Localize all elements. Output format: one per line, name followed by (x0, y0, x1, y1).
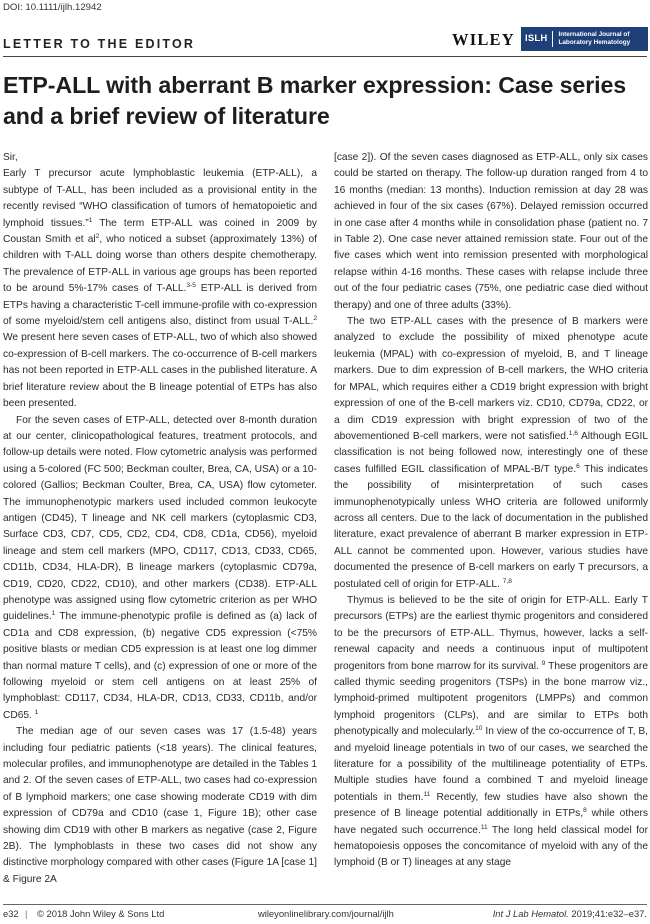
left-column (3, 150, 317, 888)
salutation: Sir, (3, 152, 18, 163)
body-paragraph: The median age of our seven cases was 17 (1.5-48) years including four pediatric patients (<18 years). The clinical features, molecular profiles, and immunophenotype are detailed in the Tables 1 and 2. Of the seven cases of ETP-ALL, two cases had co-expression of B lymphoid markers; one case showing moderate CD19 with dim expression of CD79a and CD10 (case 1, Figure 1B); other case showing dim CD19 with other B markers as negative (case 2, Figure 2B). The lymphoblasts in these two cases did not show any distinctive morphology compared with other cases (Figure 1A [case 1] & Figure 2A (3, 726, 317, 885)
body-paragraph: For the seven cases of ETP-ALL, detected over 8-month duration at our center, clinicopathological features, treatment protocols, and follow-up details were noted. Flow cytometric analysis was performed using a 5-colored (FC 500; Beckman coulter, Brea, CA, USA) or a 10-colored (Gallios; Beckman Coulter, Brea, CA, USA) flow cytometer. The immunophenotypic markers used included common leukocyte antigen (CD45), T lineage and NK cell markers (cytoplasmic CD3, Surface CD3, CD7, CD5, CD2, CD4, CD8, CD1a, CD56), myeloid lineage and stem cell markers (MPO, CD117, CD13, CD33, CD65, CD11b, CD34, HLA-DR), B lineage markers (cytoplasmic CD79a, CD19, CD20, CD22, CD10), and other markers (CD38). ETP-ALL phenotype was assigned using flow cytometric criterion as per WHO guidelines.$^1$ The immune-phenotypic profile is defined as (a) lack of CD1a and CD8 expression, (b) negative CD5 expression (<75% positive blasts or median CD5 expression is at least one log dimmer than normal mature T cells), and (c) expression of one or more of the following myeloid or stem cell antigens on at least 25% of lymphoblast: CD117, CD34, HLA-DR, CD13, CD33, CD11b, and/or CD65. $^1$ (3, 414, 317, 721)
section-rule (3, 56, 647, 57)
islh-logo-icon: ISLH (525, 31, 553, 47)
journal-logo[interactable] (521, 27, 648, 51)
body-paragraph: Early T precursor acute lymphoblastic leukemia (ETP-ALL), a subtype of T-ALL, has been included as a provisional entity in the recently revised “WHO classification of tumors of hematopoietic and lymphoid tissues.”$^1$ The term ETP-ALL was coined in 2009 by Coustan Smith et $al^2$, who noticed a subset (approximately 13%) of children with T-ALL doing worse than others despite chemotherapy. The prevalence of ETP-ALL in various age groups has been reported to be around 5%-17% cases of T-ALL.$^{3-5}$ ETP-ALL is derived from ETPs having a characteristic T-cell immune-profile with co-expression of some myeloid/stem cell antigens also, distinct from usual T-ALL.$^2$ We present here seven cases of ETP-ALL, two of which also showed co-expression of B-cell markers. The co-occurrence of B-cell markers has not been reported in ETP-ALL cases in the published literature. A brief literature review about the B lineage potential of ETPs has also been presented. (3, 168, 317, 410)
citation-volume: 2019;41:e32–e37. (571, 908, 647, 919)
page-number: e32 (3, 908, 19, 919)
doi-line[interactable]: DOI: 10.1111/ijlh.12942 (3, 2, 102, 13)
journal-abbrev: Int J Lab Hematol. (492, 908, 569, 919)
right-column (334, 150, 648, 872)
body-paragraph: Thymus is believed to be the site of origin for ETP-ALL. Early T precursors (ETPs) are the earliest thymic progenitors and considered to be the precursors of ETP-ALL. Thymus, however, lacks a self-renewal capacity and needs a continuous input of multipotent progenitors from bone marrow for its survival. $^9$ These progenitors are called thymic seeding progenitors (TSPs) in the bone marrow viz., lymphoid-primed multipotent progenitors (LMPPs) and common lymphoid progenitors (CLPs), and are similar to ETPs both phenotypically and molecularly.$^{10}$ In view of the co-occurrence of T, B, and myeloid lineage potentials in two of our cases, we searched the literature for a possibility of the multilineage potentiality of ETPs. Multiple studies have found a combined T and myeloid lineage potentials in them.$^{11}$ Recently, few studies have also shown the presence of B lineage potential additionally in ETPs,$^8$ while others have negated such occurrence.$^{11}$ The long held classical model for hematopoiesis opposes the concomitance of myeloid with any of the lymphoid (B or T) lineages at any stage (334, 594, 648, 869)
footer-rule (3, 904, 647, 905)
section-label: LETTER TO THE EDITOR (3, 37, 196, 51)
journal-logo-line1: International Journal of (558, 31, 630, 39)
body-paragraph: [case 2]). Of the seven cases diagnosed as ETP-ALL, only six cases could be started on therapy. The follow-up duration ranged from 4 to 16 months (median: 13 months). Induction remission at day 28 was achieved in four of the six cases (67%). Delayed remission occurred in one case after 4 months while in consolidation phase (patient no. 7 in Table 2). One case never attained remission state. Four out of the five cases which went into remission presented with morphological relapse within 4-16 months. These cases with relapse include three out of the four pediatric cases (75%, one pediatric case died without therapy) and one of three adults (33%). (334, 152, 648, 311)
article-title: ETP-ALL with aberrant B marker expression: Case series and a brief review of literature (3, 72, 627, 129)
journal-logo-text (553, 31, 630, 46)
journal-logo-line2: Laboratory Hematology (558, 39, 631, 46)
journal-url-link[interactable]: wileyonlinelibrary.com/journal/ijlh (258, 908, 394, 919)
citation (493, 908, 647, 919)
copyright-notice: © 2018 John Wiley & Sons Ltd (37, 908, 165, 919)
wiley-logo[interactable]: WILEY (452, 30, 515, 49)
footer-separator: | (25, 908, 28, 919)
body-paragraph: The two ETP-ALL cases with the presence of B markers were analyzed to exclude the possibility of mixed phenotype acute leukemia (MPAL) with co-expression of myeloid, B, and T lineage markers. Due to dim expression of B-cell markers, the WHO criteria for MPAL, which requires either a CD19 bright expression with bright expression of one of the B-cell markers viz. CD10, CD79a, CD22, or a dim CD19 expression with bright expression of two of the abovementioned B-cell markers, were not satisfied.$^{1,6}$ Although EGIL classification is not being followed now, interestingly one of these cases fulfilled EGIL classification of MPAL-B/T type.$^6$ This indicates the possibility of misinterpretation of such cases immunophenotypically unless WHO criteria are followed uniformly across all centers. Due to the lack of documentation in the published literature, exact prevalence of aberrant B marker expression in ETP-ALL cannot be commented upon. However, various studies have documented the presence of B-cell markers on early T precursors, a postulated cell of origin for ETP-ALL. $^{7,8}$ (334, 316, 649, 590)
